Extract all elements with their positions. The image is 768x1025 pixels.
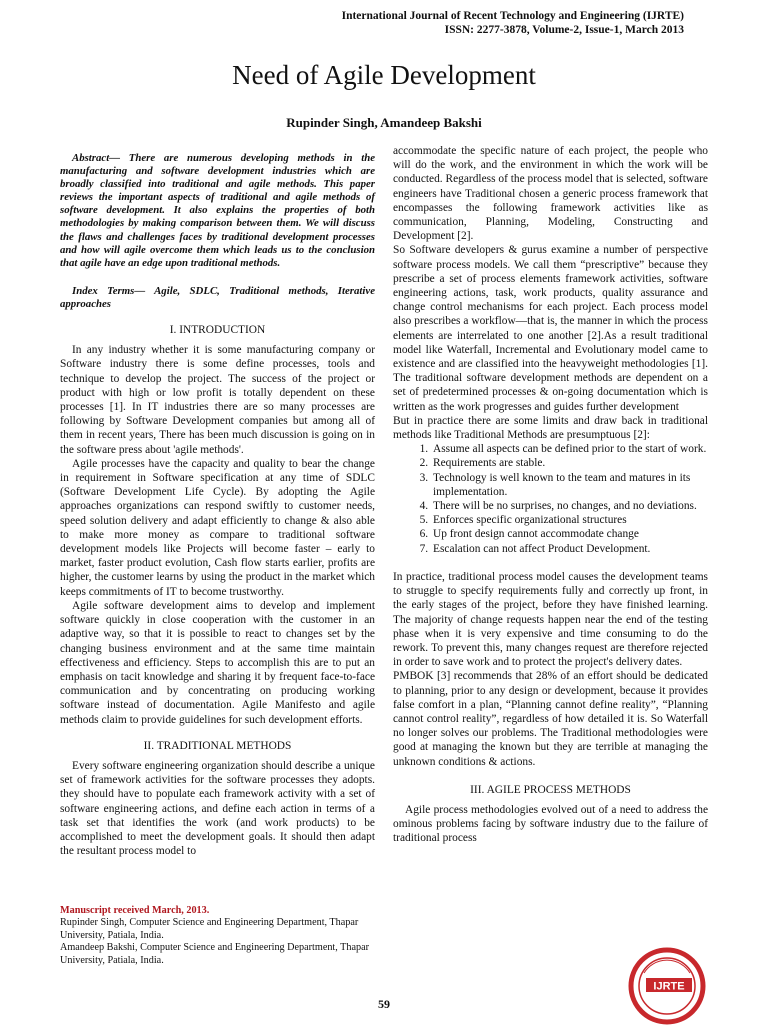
journal-issn: ISSN: 2277-3878, Volume-2, Issue-1, March 2013: [444, 24, 684, 36]
intro-paragraph: In any industry whether it is some manufacturing company or Software industry there is some define processes, tools and technique to develop the project. The success of the project or product with high or low profit is totally dependent on these processes [1]. In IT industries there are so many processes are following by Software Development companies but among all of them in recent years, There has been much discussion is going on in the software press about 'agile methods'.: [60, 344, 375, 456]
abstract: Abstract— There are numerous developing methods in the manufacturing and software development industries which are broadly classified into traditional and agile methods. This paper reviews the important aspects of traditional and agile methods of software development. It also explains the properties of both methodologies by making comparison between them. We will discuss the flaws and challenges faces by traditional development processes and how will agile overcome them which leads us to the conclusion that agile have an edge upon traditional methods.: [60, 152, 375, 269]
body-paragraph: accommodate the specific nature of each project, the people who will do the work, and the environment in which the work will be conducted. Regardless of the process model that is selected, software engineers have Traditional chosen a generic process framework that encompasses the following framework activities like as communication, Planning, Modeling, Constructing and Development [2].: [393, 145, 708, 243]
list-item: 4. There will be no surprises, no changes, and no deviations.: [431, 499, 708, 513]
manuscript-received: Manuscript received March, 2013.: [60, 905, 210, 916]
list-item: 5. Enforces specific organizational structures: [431, 513, 708, 527]
logo-text: IJRTE: [653, 980, 685, 993]
list-item: 1. Assume all aspects can be defined prior to the start of work.: [431, 442, 708, 456]
body-paragraph: In practice, traditional process model causes the development teams to struggle to specify requirements fully and correctly up front, in the early stages of the project, before they have finished learning. The majority of change requests happen near the end of the testing phase when it is very expensive and time consuming to do the rework. To prevent this, many changes request are therefore rejected in order to save work and to protect the project's delivery dates.: [393, 570, 708, 669]
journal-name: International Journal of Recent Technology and Engineering (IJRTE): [341, 10, 684, 22]
index-terms: Index Terms— Agile, SDLC, Traditional methods, Iterative approaches: [60, 284, 375, 310]
intro-paragraph: Agile processes have the capacity and quality to bear the change in requirement in Software specification at any time of SDLC (Software Development Life Cycle). By adopting the Agile approaches organizations can respond swiftly to customer needs, speed solution delivery and adapt efficiently to change & also able to make more money as compare to traditional software development models like Projects will become faster – early to market, faster product evolution, Cash flow starts earlier, profits are higher, the customer learns by using the product in the market which keeps commitments of IT to become trustworthy.: [60, 457, 375, 598]
section-heading-traditional: II. TRADITIONAL METHODS: [143, 739, 292, 752]
right-column: [393, 144, 708, 846]
body-paragraph: So Software developers & gurus examine a number of perspective software process models. We call them “prescriptive” because they prescribe a set of process elements framework activities, software engineering actions, task, work products, quality assurance and change control mechanisms for each project. Each process model also prescribes a workflow—that is, the manner in which the process elements are interrelated to one another [2].As a result traditional model like Waterfall, Incremental and Evolutionary model came to existence and are classified into the heavyweight methodologies [1]. The traditional software development methods are dependent on a set of predetermined processes & on-going documentation which is written as the work progresses and guides further development: [393, 244, 708, 413]
paper-title: Need of Agile Development: [232, 60, 536, 90]
paper-authors: Rupinder Singh, Amandeep Bakshi: [286, 115, 482, 130]
intro-paragraph: Agile software development aims to develop and implement software quickly in close cooperation with the customer in an adaptive way, so that it is possible to react to changes set by the changing business environment and at the same time maintain effectiveness and efficiency. Steps to accomplish this are to put an emphasis on tacit knowledge and sharing it by frequent face-to-face communication and by concentrating on producing working software instead of documentation. Agile Manifesto and agile methods claim to provide guidelines for such development efforts.: [60, 599, 375, 726]
list-item: 3. Technology is well known to the team and matures in its implementation.: [431, 471, 708, 499]
traditional-paragraph: Every software engineering organization should describe a unique set of framework activities for the software processes they adopts. they should have to populate each framework activity with a set of software engineering actions, and define each action in terms of a task set that identifies the work (and work products) to be accomplished to meet the development goals. It should then adapt the resultant process model to: [60, 759, 375, 858]
author-affiliation: Amandeep Bakshi, Computer Science and Engineering Department, Thapar University, Patiala, India.: [60, 942, 370, 966]
limits-list: [393, 442, 708, 556]
list-item: 6. Up front design cannot accommodate change: [431, 527, 708, 541]
journal-header: [342, 9, 684, 37]
page-number: 59: [378, 997, 390, 1011]
left-column: [60, 152, 375, 858]
section-heading-introduction: I. INTRODUCTION: [169, 324, 266, 337]
section-heading-agile: III. AGILE PROCESS METHODS: [470, 783, 631, 796]
ijrte-logo: [624, 947, 710, 1025]
manuscript-footnote: [60, 905, 375, 967]
list-item: 7. Escalation can not affect Product Development.: [431, 542, 708, 556]
list-item: 2. Requirements are stable.: [431, 456, 708, 470]
body-paragraph: But in practice there are some limits and draw back in traditional methods like Traditional Methods are presumptuous [2]:: [393, 414, 708, 442]
agile-paragraph: Agile process methodologies evolved out of a need to address the ominous problems facing by software industry due to the failure of traditional process: [393, 803, 708, 845]
author-affiliation: Rupinder Singh, Computer Science and Engineering Department, Thapar University, Patiala, India.: [60, 917, 359, 941]
body-paragraph: PMBOK [3] recommends that 28% of an effort should be dedicated to planning, prior to any design or development, because it provides false comfort in a plan, “Planning cannot define reality”, “Planning cannot control reality”, regardless of how detailed it is. So Waterfall no longer solves our problems. The Traditional methodologies were good at managing the known but they are terrible at managing the unknown conditions & actions.: [393, 670, 708, 768]
